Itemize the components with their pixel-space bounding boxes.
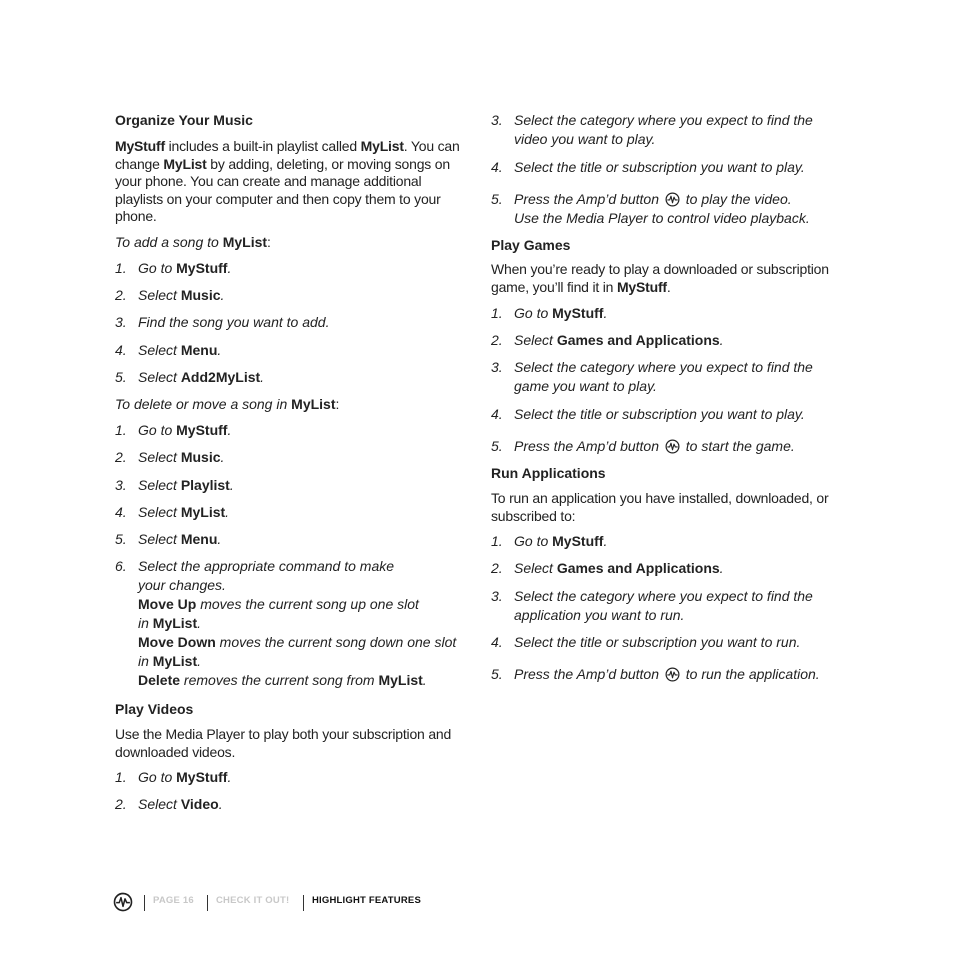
heading-play-videos: Play Videos	[115, 701, 194, 717]
amp-button-icon	[665, 192, 680, 207]
footer-chapter: HIGHLIGHT FEATURES	[312, 895, 421, 906]
add-song-intro: To add a song to MyList:	[115, 234, 271, 250]
amp-button-icon	[665, 439, 680, 454]
footer-section: CHECK IT OUT!	[216, 895, 290, 906]
footer-divider	[303, 895, 304, 911]
delete-song-intro: To delete or move a song in MyList:	[115, 396, 340, 412]
heading-organize-music: Organize Your Music	[115, 112, 253, 128]
footer-page-number: PAGE 16	[153, 895, 194, 906]
heading-play-games: Play Games	[491, 237, 571, 253]
footer-divider	[144, 895, 145, 911]
amp-button-icon	[665, 667, 680, 682]
organize-intro: MyStuff includes a built-in playlist called MyList. You can change MyList by adding, deleting, or moving songs on your phone. You can create and manage additional playlists on your computer and then copy them to your phone.	[115, 138, 460, 224]
videos-intro: Use the Media Player to play both your subscription and downloaded videos.	[115, 726, 452, 760]
footer-divider	[207, 895, 208, 911]
heading-run-applications: Run Applications	[491, 465, 606, 481]
games-intro: When you’re ready to play a downloaded or subscription game, you’ll find it in MyStuff.	[491, 261, 829, 295]
amp-logo-icon	[113, 892, 133, 912]
apps-intro: To run an application you have installed, downloaded, or subscribed to:	[491, 490, 829, 524]
